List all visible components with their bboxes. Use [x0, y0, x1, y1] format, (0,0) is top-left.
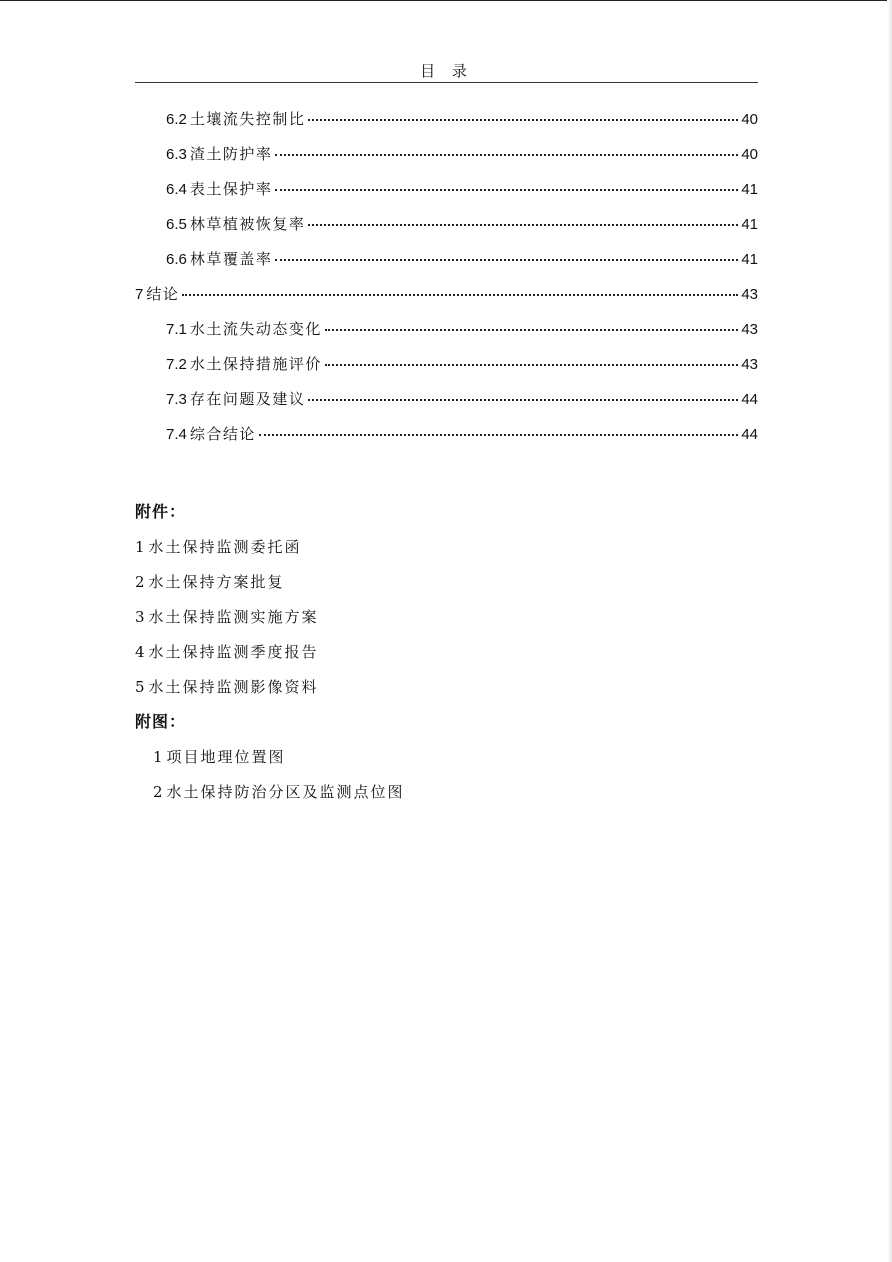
- toc-dot-leader: [275, 189, 738, 191]
- toc-entry[interactable]: [135, 353, 758, 388]
- figure-item-title: 水土保持防治分区及监测点位图: [166, 783, 405, 801]
- attachment-item-number: 3: [135, 608, 145, 626]
- toc-entry[interactable]: [135, 248, 758, 283]
- toc-entry-page: 41: [741, 181, 758, 198]
- attachment-item-title: 水土保持监测季度报告: [148, 643, 319, 661]
- toc-entry-number: 6.4: [166, 181, 187, 198]
- page-top-border: [0, 0, 892, 1]
- attachment-item: [135, 676, 319, 698]
- toc-entry-number: 7.1: [166, 321, 187, 338]
- attachment-item-number: 1: [135, 538, 145, 556]
- attachment-item: [135, 606, 319, 628]
- toc-dot-leader: [308, 224, 738, 226]
- toc-entry-title: 水土保持措施评价: [189, 355, 322, 373]
- toc-entry-title: 土壤流失控制比: [189, 110, 306, 128]
- figure-item-number: 1: [153, 748, 163, 766]
- attachment-item-number: 2: [135, 573, 145, 591]
- toc-entry[interactable]: [135, 283, 758, 318]
- toc-dot-leader: [308, 399, 738, 401]
- toc-entry-page: 43: [741, 356, 758, 373]
- attachment-item: [135, 571, 285, 593]
- attachment-item-title: 水土保持监测委托函: [148, 538, 302, 556]
- toc-entry-title: 结论: [146, 285, 180, 303]
- toc-dot-leader: [325, 364, 738, 366]
- toc-entry-page: 41: [741, 251, 758, 268]
- toc-entry[interactable]: [135, 143, 758, 178]
- table-of-contents: [135, 108, 758, 458]
- page-header-title: 目 录: [420, 62, 473, 80]
- toc-entry-page: 44: [741, 426, 758, 443]
- toc-entry[interactable]: [135, 213, 758, 248]
- attachment-item-title: 水土保持监测实施方案: [148, 608, 319, 626]
- figure-item: [153, 746, 286, 768]
- toc-entry-page: 40: [741, 111, 758, 128]
- toc-entry-number: 7.3: [166, 391, 187, 408]
- toc-entry-number: 7.4: [166, 426, 187, 443]
- toc-entry[interactable]: [135, 318, 758, 353]
- toc-entry-number: 6.2: [166, 111, 187, 128]
- toc-entry-number: 6.6: [166, 251, 187, 268]
- toc-entry[interactable]: [135, 388, 758, 423]
- toc-entry-title: 表土保护率: [189, 180, 273, 198]
- toc-dot-leader: [308, 119, 738, 121]
- toc-entry-number: 7.2: [166, 356, 187, 373]
- attachment-item-number: 4: [135, 643, 145, 661]
- toc-entry[interactable]: [135, 423, 758, 458]
- toc-entry[interactable]: [135, 108, 758, 143]
- toc-entry-page: 44: [741, 391, 758, 408]
- page-right-edge: [887, 0, 892, 1262]
- attachment-item: [135, 641, 319, 663]
- figure-item-title: 项目地理位置图: [166, 748, 286, 766]
- toc-dot-leader: [259, 434, 738, 436]
- toc-entry[interactable]: [135, 178, 758, 213]
- attachment-item-number: 5: [135, 678, 145, 696]
- toc-entry-number: 7: [135, 286, 144, 303]
- toc-entry-number: 6.5: [166, 216, 187, 233]
- attachment-item: [135, 536, 302, 558]
- toc-entry-title: 林草覆盖率: [189, 250, 273, 268]
- toc-entry-title: 渣土防护率: [189, 145, 273, 163]
- toc-entry-title: 林草植被恢复率: [189, 215, 306, 233]
- toc-entry-title: 水土流失动态变化: [189, 320, 322, 338]
- toc-dot-leader: [182, 294, 738, 296]
- toc-entry-page: 41: [741, 216, 758, 233]
- toc-dot-leader: [275, 259, 738, 261]
- figures-heading: 附图：: [135, 712, 187, 731]
- toc-dot-leader: [325, 329, 738, 331]
- attachment-item-title: 水土保持监测影像资料: [148, 678, 319, 696]
- toc-entry-page: 43: [741, 321, 758, 338]
- toc-entry-page: 40: [741, 146, 758, 163]
- figure-item-number: 2: [153, 783, 163, 801]
- toc-entry-title: 综合结论: [189, 425, 256, 443]
- attachments-heading: 附件：: [135, 502, 187, 521]
- toc-entry-title: 存在问题及建议: [189, 390, 306, 408]
- attachment-item-title: 水土保持方案批复: [148, 573, 285, 591]
- figure-item: [153, 781, 405, 803]
- toc-dot-leader: [275, 154, 738, 156]
- toc-entry-number: 6.3: [166, 146, 187, 163]
- header-rule: [135, 82, 758, 83]
- toc-entry-page: 43: [741, 286, 758, 303]
